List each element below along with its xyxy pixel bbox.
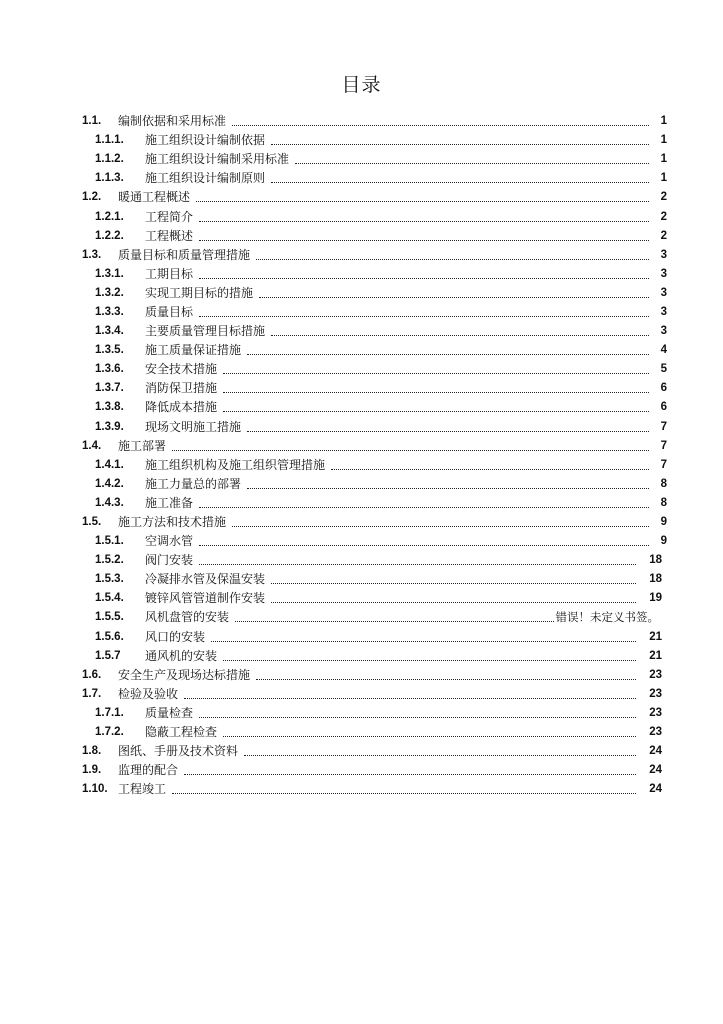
toc-entry-number: 1.10. xyxy=(82,783,108,796)
toc-entry-title: 空调水管 xyxy=(145,534,194,549)
toc-entry-number: 1.3.5. xyxy=(95,344,124,357)
toc-entry-page: 21 xyxy=(649,649,662,662)
dot-leader xyxy=(223,373,649,374)
toc-entry-page: 7 xyxy=(660,458,667,471)
toc-entry[interactable] xyxy=(0,265,723,284)
toc-entry[interactable] xyxy=(0,742,723,761)
toc-entry-page: 19 xyxy=(649,592,662,605)
toc-entry-title: 降低成本措施 xyxy=(145,400,218,415)
toc-entry-number: 1.3.7. xyxy=(95,382,124,395)
dot-leader xyxy=(199,221,649,222)
toc-entry-number: 1.7. xyxy=(82,687,102,700)
toc-entry-title: 施工方法和技术措施 xyxy=(118,515,227,530)
toc-entry-title: 隐蔽工程检查 xyxy=(145,725,218,740)
toc-entry-page: 23 xyxy=(649,668,662,681)
toc-entry[interactable] xyxy=(0,723,723,742)
toc-entry[interactable] xyxy=(0,284,723,303)
toc-entry[interactable] xyxy=(0,418,723,437)
toc-entry[interactable] xyxy=(0,150,723,169)
toc-entry[interactable] xyxy=(0,647,723,666)
toc-entry[interactable] xyxy=(0,379,723,398)
dot-leader xyxy=(196,201,649,202)
toc-entry-number: 1.3. xyxy=(82,248,102,261)
toc-entry[interactable] xyxy=(0,551,723,570)
toc-entry-number: 1.3.9. xyxy=(95,420,124,433)
dot-leader xyxy=(199,507,649,508)
toc-entry[interactable] xyxy=(0,589,723,608)
toc-entry[interactable] xyxy=(0,780,723,799)
toc-entry-number: 1.4.1. xyxy=(95,458,124,471)
toc-entry-title: 通风机的安装 xyxy=(145,648,218,663)
toc-entry-page: 1 xyxy=(660,172,667,185)
dot-leader xyxy=(271,144,649,145)
toc-entry-title: 暖通工程概述 xyxy=(118,190,191,205)
toc-entry-page: 23 xyxy=(649,726,662,739)
toc-entry-title: 施工质量保证措施 xyxy=(145,343,242,358)
dot-leader xyxy=(271,602,636,603)
toc-entry-page: 7 xyxy=(660,439,667,452)
page-title: 目录 xyxy=(341,74,382,96)
dot-leader xyxy=(256,679,636,680)
toc-entry-title: 主要质量管理目标措施 xyxy=(145,324,266,339)
toc-entry-title: 消防保卫措施 xyxy=(145,381,218,396)
toc-entry-number: 1.3.6. xyxy=(95,363,124,376)
toc-entry-page: 3 xyxy=(660,248,667,261)
dot-leader xyxy=(232,125,649,126)
toc-entry-page: 5 xyxy=(660,363,667,376)
toc-entry-title: 现场文明施工措施 xyxy=(145,419,242,434)
toc-entry-page: 24 xyxy=(649,764,662,777)
toc-entry-number: 1.6. xyxy=(82,668,102,681)
dot-leader xyxy=(223,660,636,661)
toc-entry[interactable] xyxy=(0,169,723,188)
toc-entry-page: 18 xyxy=(649,554,662,567)
dot-leader xyxy=(235,621,553,622)
toc-entry[interactable] xyxy=(0,456,723,475)
toc-entry-number: 1.5. xyxy=(82,516,102,529)
toc-entry-number: 1.7.2. xyxy=(95,726,124,739)
toc-entry-title: 工程概述 xyxy=(145,228,194,243)
toc-entry[interactable] xyxy=(0,341,723,360)
toc-entry-title: 实现工期目标的措施 xyxy=(145,285,254,300)
toc-entry-page: 24 xyxy=(649,783,662,796)
toc-entry-title: 图纸、手册及技术资料 xyxy=(118,744,239,759)
dot-leader xyxy=(199,545,649,546)
toc-entry-number: 1.2.1. xyxy=(95,210,124,223)
toc-entry-title: 检验及验收 xyxy=(118,686,179,701)
toc-entry-title: 施工组织设计编制采用标准 xyxy=(145,152,290,167)
toc-entry-number: 1.8. xyxy=(82,745,102,758)
toc-entry-page: 1 xyxy=(660,134,667,147)
dot-leader xyxy=(331,469,649,470)
toc-entry[interactable] xyxy=(0,494,723,513)
toc-entry-page: 1 xyxy=(660,115,667,128)
toc-entry-title: 施工准备 xyxy=(145,495,194,510)
table-of-contents xyxy=(0,112,723,799)
toc-entry[interactable] xyxy=(0,513,723,532)
toc-entry-number: 1.2. xyxy=(82,191,102,204)
dot-leader xyxy=(223,392,649,393)
dot-leader xyxy=(199,717,636,718)
toc-entry[interactable] xyxy=(0,360,723,379)
toc-entry-page: 3 xyxy=(660,267,667,280)
toc-entry-title: 施工力量总的部署 xyxy=(145,476,242,491)
toc-entry[interactable] xyxy=(0,322,723,341)
toc-entry-page: 24 xyxy=(649,745,662,758)
toc-entry-number: 1.1.3. xyxy=(95,172,124,185)
toc-entry[interactable] xyxy=(0,437,723,456)
toc-entry-page: 6 xyxy=(660,382,667,395)
dot-leader xyxy=(184,774,636,775)
toc-entry-number: 1.5.7 xyxy=(95,649,121,662)
dot-leader xyxy=(184,698,636,699)
toc-entry-number: 1.4.2. xyxy=(95,477,124,490)
toc-entry[interactable] xyxy=(0,761,723,780)
toc-entry[interactable] xyxy=(0,666,723,685)
toc-entry[interactable] xyxy=(0,532,723,551)
toc-entry-number: 1.3.4. xyxy=(95,325,124,338)
toc-entry-number: 1.5.2. xyxy=(95,554,124,567)
toc-entry-title: 工期目标 xyxy=(145,266,194,281)
toc-entry-number: 1.9. xyxy=(82,764,102,777)
toc-entry-page: 9 xyxy=(660,516,667,529)
dot-leader xyxy=(247,488,649,489)
toc-entry-title: 风口的安装 xyxy=(145,629,206,644)
toc-entry-number: 1.3.1. xyxy=(95,267,124,280)
dot-leader xyxy=(199,240,649,241)
toc-entry-title: 冷凝排水管及保温安装 xyxy=(145,572,266,587)
dot-leader xyxy=(223,736,636,737)
toc-entry-page: 3 xyxy=(660,325,667,338)
toc-entry-page: 错误！未定义书签。 xyxy=(555,610,659,625)
toc-entry[interactable] xyxy=(0,608,723,627)
toc-entry-number: 1.3.3. xyxy=(95,305,124,318)
toc-entry-title: 工程简介 xyxy=(145,209,194,224)
toc-entry[interactable] xyxy=(0,112,723,131)
dot-leader xyxy=(247,354,649,355)
toc-entry-number: 1.1.1. xyxy=(95,134,124,147)
dot-leader xyxy=(256,259,649,260)
toc-entry[interactable] xyxy=(0,704,723,723)
toc-entry-number: 1.5.4. xyxy=(95,592,124,605)
toc-entry-title: 施工组织设计编制原则 xyxy=(145,171,266,186)
toc-entry-page: 8 xyxy=(660,496,667,509)
toc-entry[interactable] xyxy=(0,227,723,246)
toc-entry-title: 编制依据和采用标准 xyxy=(118,114,227,129)
toc-entry-title: 工程竣工 xyxy=(118,782,167,797)
toc-entry-title: 安全生产及现场达标措施 xyxy=(118,667,251,682)
toc-entry-title: 施工组织设计编制依据 xyxy=(145,133,266,148)
dot-leader xyxy=(211,641,636,642)
toc-entry[interactable] xyxy=(0,398,723,417)
toc-entry[interactable] xyxy=(0,685,723,704)
dot-leader xyxy=(232,526,649,527)
toc-entry[interactable] xyxy=(0,131,723,150)
dot-leader xyxy=(259,297,649,298)
toc-entry-title: 施工组织机构及施工组织管理措施 xyxy=(145,457,326,472)
dot-leader xyxy=(244,755,636,756)
toc-entry-page: 7 xyxy=(660,420,667,433)
toc-entry-title: 质量检查 xyxy=(145,705,194,720)
toc-entry-page: 23 xyxy=(649,687,662,700)
toc-entry-number: 1.5.1. xyxy=(95,535,124,548)
toc-entry-title: 风机盘管的安装 xyxy=(145,610,230,625)
toc-entry[interactable] xyxy=(0,246,723,265)
toc-entry-number: 1.3.2. xyxy=(95,286,124,299)
dot-leader xyxy=(271,182,649,183)
toc-entry-number: 1.1. xyxy=(82,115,102,128)
toc-entry-page: 21 xyxy=(649,630,662,643)
toc-entry-page: 8 xyxy=(660,477,667,490)
toc-entry-title: 阀门安装 xyxy=(145,553,194,568)
toc-entry-number: 1.5.5. xyxy=(95,611,124,624)
dot-leader xyxy=(247,431,649,432)
toc-entry-page: 2 xyxy=(660,229,667,242)
toc-entry-page: 6 xyxy=(660,401,667,414)
toc-entry-page: 3 xyxy=(660,305,667,318)
toc-entry[interactable] xyxy=(0,570,723,589)
dot-leader xyxy=(172,793,636,794)
toc-entry-number: 1.2.2. xyxy=(95,229,124,242)
toc-entry-number: 1.3.8. xyxy=(95,401,124,414)
toc-entry-page: 3 xyxy=(660,286,667,299)
toc-entry-number: 1.4. xyxy=(82,439,102,452)
toc-entry[interactable] xyxy=(0,188,723,207)
toc-entry-number: 1.7.1. xyxy=(95,706,124,719)
toc-entry-number: 1.4.3. xyxy=(95,496,124,509)
toc-entry-title: 质量目标 xyxy=(145,304,194,319)
toc-entry-number: 1.1.2. xyxy=(95,153,124,166)
toc-entry-page: 23 xyxy=(649,706,662,719)
toc-entry-title: 监理的配合 xyxy=(118,763,179,778)
dot-leader xyxy=(295,163,649,164)
toc-entry-title: 质量目标和质量管理措施 xyxy=(118,247,251,262)
toc-entry-title: 施工部署 xyxy=(118,438,167,453)
toc-entry-page: 2 xyxy=(660,210,667,223)
toc-entry-title: 安全技术措施 xyxy=(145,362,218,377)
toc-entry-page: 9 xyxy=(660,535,667,548)
toc-entry-number: 1.5.6. xyxy=(95,630,124,643)
toc-entry-title: 镀锌风管管道制作安装 xyxy=(145,591,266,606)
toc-entry-page: 1 xyxy=(660,153,667,166)
toc-entry[interactable] xyxy=(0,303,723,322)
toc-entry-number: 1.5.3. xyxy=(95,573,124,586)
dot-leader xyxy=(223,411,649,412)
dot-leader xyxy=(271,335,649,336)
toc-entry[interactable] xyxy=(0,628,723,647)
toc-entry-page: 2 xyxy=(660,191,667,204)
dot-leader xyxy=(271,583,636,584)
dot-leader xyxy=(199,564,636,565)
dot-leader xyxy=(199,278,649,279)
toc-entry-page: 4 xyxy=(660,344,667,357)
toc-entry[interactable] xyxy=(0,475,723,494)
dot-leader xyxy=(199,316,649,317)
toc-entry-page: 18 xyxy=(649,573,662,586)
dot-leader xyxy=(172,450,649,451)
toc-entry[interactable] xyxy=(0,207,723,226)
